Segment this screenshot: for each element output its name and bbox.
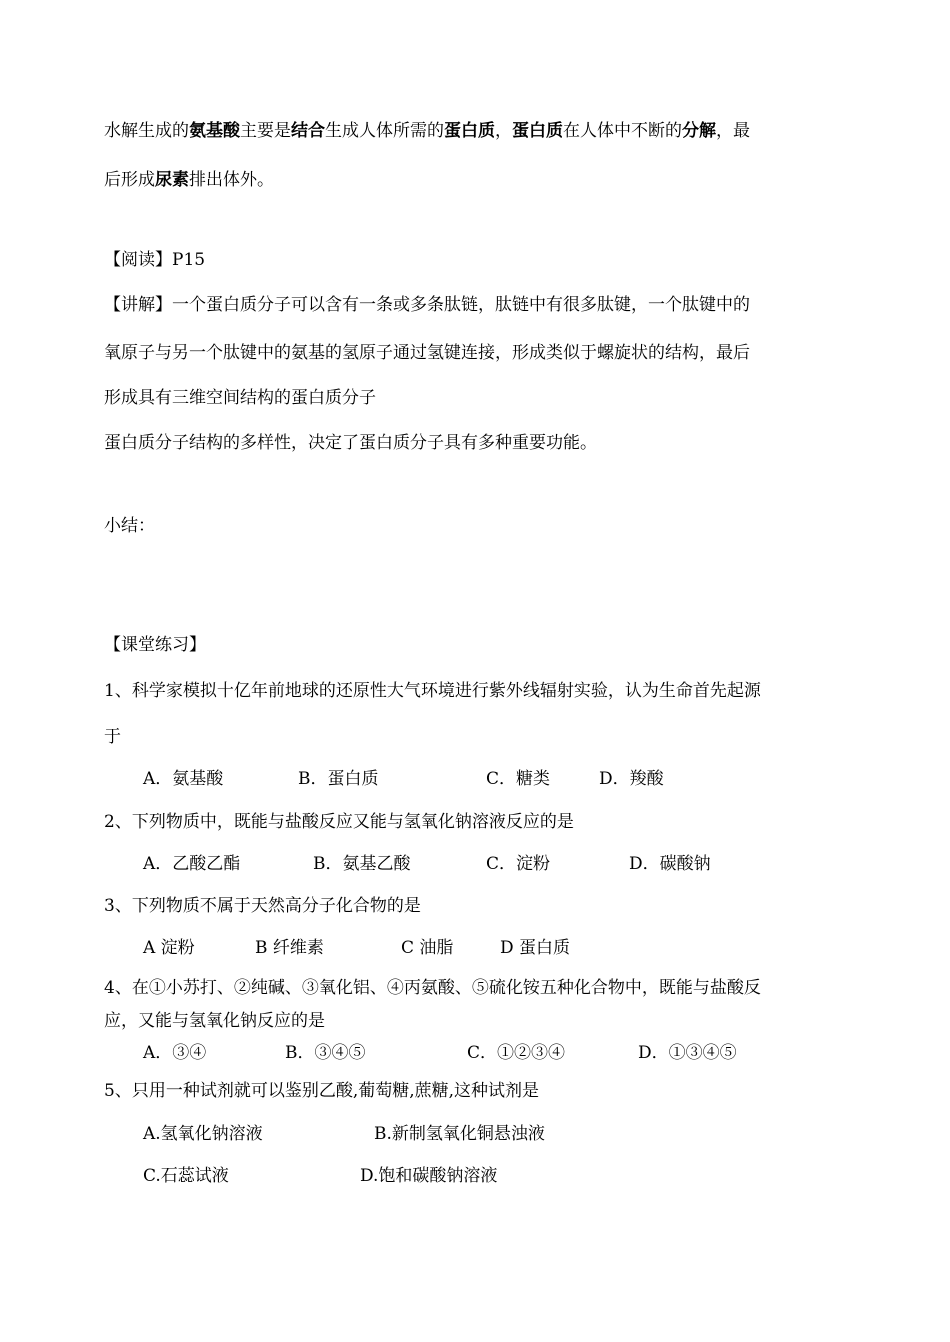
text-run: ， — [495, 121, 512, 141]
question-2-line-1: 2、下列物质中，既能与盐酸反应又能与氢氧化钠溶液反应的是 — [104, 812, 574, 832]
q2-option-b: B．氨基乙酸 — [313, 854, 411, 874]
practice-heading: 【课堂练习】 — [104, 635, 206, 655]
intro-line-2 — [104, 169, 274, 191]
text-run: 生成人体所需的 — [325, 121, 444, 141]
lecture-line-1 — [104, 294, 750, 316]
text-run: 在人体中不断的 — [563, 121, 682, 141]
q5-option-d: D.饱和碳酸钠溶液 — [360, 1166, 498, 1186]
text-run: 水解生成的 — [104, 121, 189, 141]
question-1-line-1: 1、科学家模拟十亿年前地球的还原性大气环境进行紫外线辐射实验，认为生命首先起源 — [104, 681, 761, 701]
reading-label: 【阅读】 — [104, 250, 172, 270]
text-run-bold: 结合 — [291, 121, 325, 141]
question-3-line-1: 3、下列物质不属于天然高分子化合物的是 — [104, 896, 421, 916]
q1-option-d: D．羧酸 — [599, 769, 664, 789]
text-run: ，最 — [716, 121, 750, 141]
q3-option-a: A 淀粉 — [143, 938, 195, 958]
q4-option-c: C．①②③④ — [467, 1043, 566, 1063]
lecture-label: 【讲解】 — [104, 295, 172, 315]
intro-line-1 — [104, 120, 750, 142]
q4-option-b: B．③④⑤ — [285, 1043, 366, 1063]
lecture-line-2: 氧原子与另一个肽键中的氨基的氢原子通过氢键连接，形成类似于螺旋状的结构，最后 — [104, 343, 750, 363]
q4-option-a: A．③④ — [143, 1043, 207, 1063]
text-run: 主要是 — [240, 121, 291, 141]
question-1-line-2: 于 — [104, 727, 121, 747]
q1-option-a: A．氨基酸 — [143, 769, 224, 789]
q3-option-d: D 蛋白质 — [500, 938, 571, 958]
q4-option-d: D．①③④⑤ — [638, 1043, 737, 1063]
lecture-text: 一个蛋白质分子可以含有一条或多条肽链，肽链中有很多肽键，一个肽键中的 — [172, 295, 750, 315]
q2-option-c: C．淀粉 — [486, 854, 551, 874]
reading-page: P15 — [172, 250, 206, 270]
text-run-bold: 氨基酸 — [189, 121, 240, 141]
text-run: 后形成 — [104, 170, 155, 190]
reading-line — [104, 249, 205, 271]
q3-option-c: C 油脂 — [401, 938, 454, 958]
summary-label: 小结： — [104, 516, 155, 536]
question-4-line-2: 应，又能与氢氧化钠反应的是 — [104, 1011, 325, 1031]
q2-option-a: A．乙酸乙酯 — [143, 854, 241, 874]
text-run-bold: 分解 — [682, 121, 716, 141]
q5-option-a: A.氢氧化钠溶液 — [143, 1124, 263, 1144]
lecture-line-4: 蛋白质分子结构的多样性，决定了蛋白质分子具有多种重要功能。 — [104, 433, 597, 453]
q5-option-c: C.石蕊试液 — [143, 1166, 229, 1186]
q3-option-b: B 纤维素 — [255, 938, 324, 958]
lecture-line-3: 形成具有三维空间结构的蛋白质分子 — [104, 388, 376, 408]
q5-option-b: B.新制氢氧化铜悬浊液 — [374, 1124, 545, 1144]
q2-option-d: D．碳酸钠 — [629, 854, 711, 874]
text-run-bold: 蛋白质 — [512, 121, 563, 141]
question-4-line-1: 4、在①小苏打、②纯碱、③氧化铝、④丙氨酸、⑤硫化铵五种化合物中，既能与盐酸反 — [104, 978, 761, 998]
text-run-bold: 蛋白质 — [444, 121, 495, 141]
q1-option-c: C．糖类 — [486, 769, 551, 789]
question-5-line-1: 5、只用一种试剂就可以鉴别乙酸,葡萄糖,蔗糖,这种试剂是 — [104, 1081, 540, 1101]
text-run-bold: 尿素 — [155, 170, 189, 190]
text-run: 排出体外。 — [189, 170, 274, 190]
q1-option-b: B．蛋白质 — [298, 769, 379, 789]
